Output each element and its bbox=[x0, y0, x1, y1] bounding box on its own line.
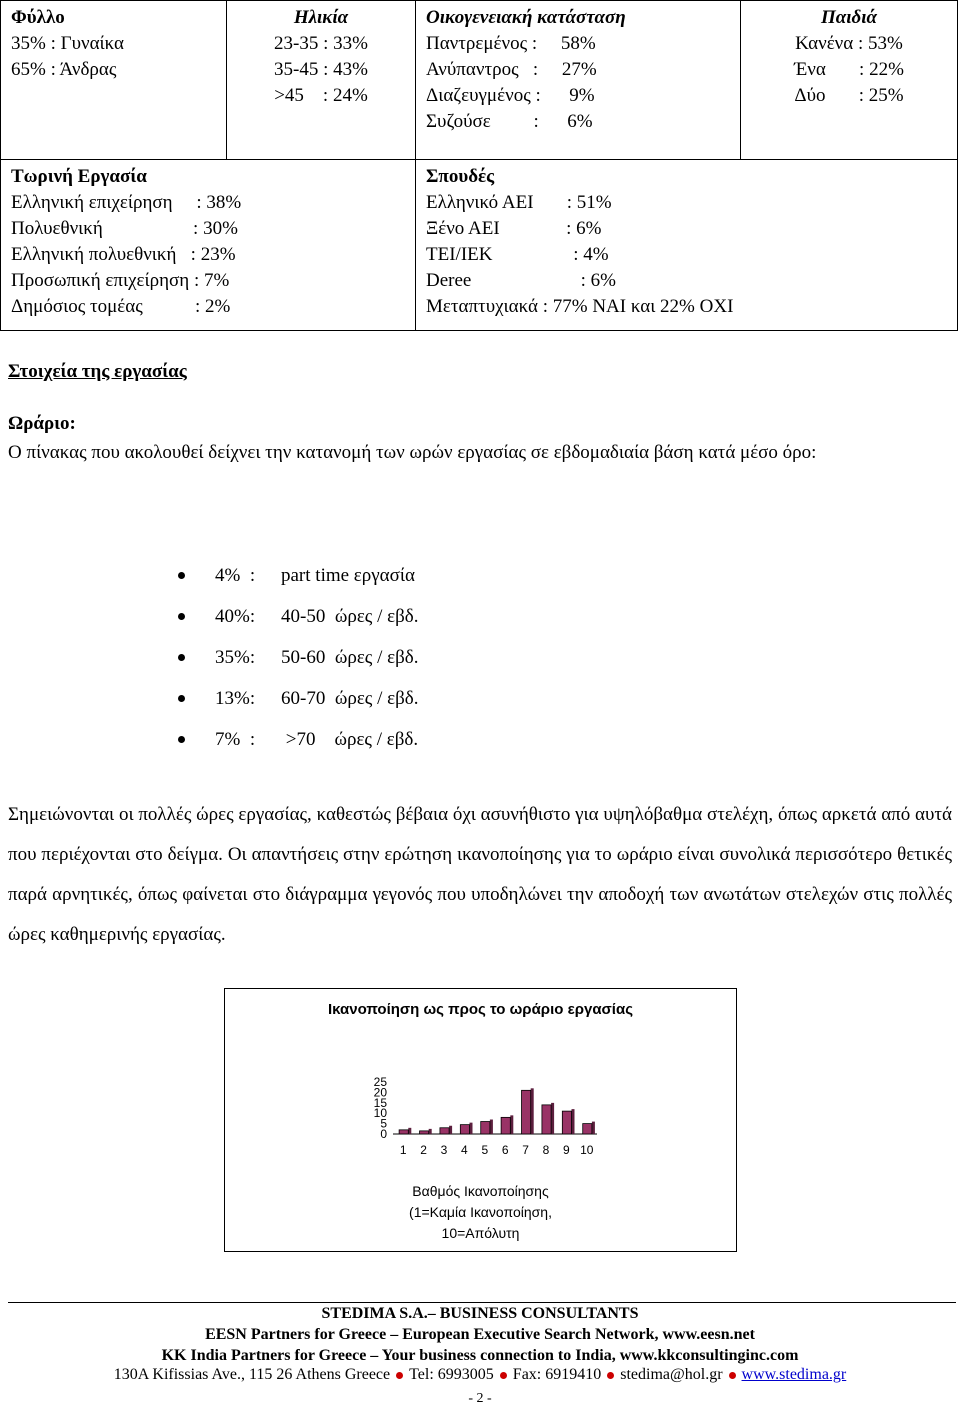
list-item bbox=[178, 719, 418, 760]
footer-eesn: EESN Partners for Greece – European Executive Search Network, www.eesn.net bbox=[205, 1326, 755, 1343]
chart-bar bbox=[583, 1124, 592, 1134]
hours-list bbox=[178, 555, 418, 760]
age-line: 35-45 : 43% bbox=[274, 59, 368, 80]
chart-bar bbox=[562, 1111, 571, 1134]
gender-cell bbox=[1, 1, 227, 160]
age-title: Ηλικία bbox=[293, 7, 349, 28]
bullet-percent: 40%: bbox=[215, 606, 256, 627]
list-item bbox=[178, 678, 418, 719]
x-tick-label: 9 bbox=[563, 1143, 570, 1157]
y-tick-label: 15 bbox=[373, 1095, 387, 1110]
gender-line: 65% : Άνδρας bbox=[11, 59, 117, 80]
chart-bar bbox=[522, 1090, 531, 1134]
children-cell bbox=[741, 1, 958, 160]
chart-bar bbox=[460, 1125, 469, 1134]
marital-line: Συζούσε : 6% bbox=[426, 111, 593, 132]
marital-cell bbox=[416, 1, 741, 160]
x-tick-label: 6 bbox=[501, 1143, 509, 1157]
demographics-table bbox=[0, 0, 958, 331]
current-job-line: Δημόσιος τομέας : 2% bbox=[11, 296, 231, 317]
studies-line: Μεταπτυχιακά : 77% ΝΑΙ και 22% ΟΧΙ bbox=[426, 296, 734, 317]
bullet-icon bbox=[178, 572, 185, 579]
bar-side bbox=[408, 1128, 411, 1134]
marital-line: Παντρεμένος : 58% bbox=[426, 33, 596, 54]
footer-fax: Fax: 6919410 bbox=[512, 1366, 602, 1383]
current-job-line: Ελληνική επιχείρηση : 38% bbox=[11, 192, 242, 213]
x-tick-label: 4 bbox=[461, 1143, 468, 1157]
x-tick-label: 8 bbox=[542, 1143, 550, 1157]
studies-line: Deree : 6% bbox=[426, 270, 616, 291]
hours-label: Ωράριο: bbox=[8, 413, 76, 434]
studies-title: Σπουδές bbox=[426, 166, 495, 187]
gender-line: 35% : Γυναίκα bbox=[11, 33, 125, 54]
x-tick-label: 3 bbox=[440, 1143, 448, 1157]
children-line: Ένα : 22% bbox=[794, 59, 904, 80]
x-axis-label: Βαθμός Ικανοποίησης bbox=[412, 1183, 549, 1199]
bullet-icon bbox=[178, 736, 185, 743]
bar-side bbox=[531, 1088, 534, 1134]
age-line: 23-35 : 33% bbox=[274, 33, 368, 54]
footer-address bbox=[0, 1366, 960, 1384]
bullet-icon bbox=[178, 695, 185, 702]
chart-bar bbox=[481, 1122, 490, 1134]
bullet-icon bbox=[500, 1372, 507, 1379]
current-job-line: Ελληνική πολυεθνική : 23% bbox=[11, 244, 236, 265]
chart-bar bbox=[399, 1130, 408, 1134]
marital-line: Διαζευγμένος : 9% bbox=[426, 85, 595, 106]
list-item bbox=[178, 637, 418, 678]
list-item bbox=[178, 555, 418, 596]
page-number: - 2 - bbox=[468, 1391, 492, 1406]
footer-email: stedima@hol.gr bbox=[620, 1366, 723, 1383]
x-axis-label: 10=Απόλυτη bbox=[441, 1225, 520, 1241]
marital-title: Οικογενειακή κατάσταση bbox=[426, 7, 626, 28]
bullet-percent: 35%: bbox=[215, 647, 256, 668]
y-tick-label: 5 bbox=[380, 1116, 387, 1131]
gender-title: Φύλλο bbox=[11, 7, 65, 28]
y-tick-label: 0 bbox=[380, 1127, 387, 1141]
x-tick-label: 5 bbox=[481, 1143, 489, 1157]
bar-side bbox=[490, 1120, 493, 1134]
section-title: Στοιχεία της εργασίας bbox=[8, 361, 187, 382]
bar-side bbox=[429, 1129, 432, 1134]
bullet-percent: 7% : bbox=[215, 729, 256, 750]
list-item bbox=[178, 596, 418, 637]
bar-side bbox=[449, 1126, 452, 1134]
bullet-text: 50-60 ώρες / εβδ. bbox=[281, 647, 419, 668]
studies-line: Ελληνικό ΑΕΙ : 51% bbox=[426, 192, 612, 213]
footer-website-link[interactable]: www.stedima.gr bbox=[741, 1366, 847, 1383]
current-job-line: Πολυεθνική : 30% bbox=[11, 218, 238, 239]
satisfaction-chart bbox=[224, 988, 737, 1252]
chart-bar bbox=[440, 1128, 449, 1134]
bullet-percent: 4% : bbox=[215, 565, 256, 586]
x-tick-label: 1 bbox=[399, 1143, 407, 1157]
x-tick-label: 7 bbox=[522, 1143, 529, 1157]
chart-bar bbox=[420, 1131, 429, 1134]
current-job-line: Προσωπική επιχείρηση : 7% bbox=[11, 270, 230, 291]
studies-line: Ξένο ΑΕΙ : 6% bbox=[426, 218, 602, 239]
bullet-icon bbox=[607, 1372, 614, 1379]
age-cell bbox=[227, 1, 416, 160]
current-job-title: Τωρινή Εργασία bbox=[11, 166, 147, 187]
bar-side bbox=[551, 1103, 554, 1134]
chart-bar bbox=[501, 1117, 510, 1134]
current-job-cell bbox=[1, 160, 416, 331]
y-tick-label: 10 bbox=[373, 1106, 387, 1121]
footer-tel: Tel: 6993005 bbox=[409, 1366, 494, 1383]
chart-plot bbox=[225, 989, 736, 1179]
bullet-text: 60-70 ώρες / εβδ. bbox=[281, 688, 419, 709]
bullet-icon bbox=[729, 1372, 736, 1379]
children-line: Κανένα : 53% bbox=[795, 33, 903, 54]
body-paragraph: Σημειώνονται οι πολλές ώρες εργασίας, καθεστώς βέβαια όχι ασυνήθιστο για υψηλόβαθμα στελέχη, όπως αρκετά από αυτά που περιέχονται στο δείγμα. Οι απαντήσεις στην ερώτηση ικανοποίησης για το ωράριο είναι συνολικά περισσότερο θετικές παρά αρνητικές, όπως φαίνεται στο διάγραμμα γεγονός που υποδηλώνει την αποδοχή των ανωτάτων στελεχών στις πολλές ώρες καθημερινής εργασίας. bbox=[8, 804, 952, 945]
y-tick-label: 25 bbox=[373, 1075, 387, 1089]
bar-side bbox=[592, 1122, 595, 1134]
bar-side bbox=[470, 1123, 473, 1134]
bullet-icon bbox=[396, 1372, 403, 1379]
children-line: Δύο : 25% bbox=[794, 85, 904, 106]
studies-cell bbox=[416, 160, 958, 331]
bullet-icon bbox=[178, 613, 185, 620]
bar-side bbox=[572, 1109, 575, 1134]
studies-line: ΤΕΙ/ΙΕΚ : 4% bbox=[426, 244, 609, 265]
bullet-text: 40-50 ώρες / εβδ. bbox=[281, 606, 419, 627]
chart-title: Ικανοποίηση ως προς το ωράριο εργασίας bbox=[328, 1001, 633, 1018]
x-tick-label: 10 bbox=[580, 1143, 594, 1157]
bullet-icon bbox=[178, 654, 185, 661]
age-line: >45 : 24% bbox=[274, 85, 368, 106]
footer-kk: KK India Partners for Greece – Your business connection to India, www.kkconsultinginc.com bbox=[161, 1347, 799, 1364]
y-tick-label: 20 bbox=[373, 1085, 387, 1100]
marital-line: Ανύπαντρος : 27% bbox=[426, 59, 597, 80]
bar-side bbox=[510, 1115, 513, 1134]
bullet-text: >70 ώρες / εβδ. bbox=[281, 729, 419, 750]
bullet-text: part time εργασία bbox=[281, 565, 415, 586]
children-title: Παιδιά bbox=[820, 7, 878, 28]
bullet-percent: 13%: bbox=[215, 688, 256, 709]
intro-paragraph: Ο πίνακας που ακολουθεί δείχνει την κατανομή των ωρών εργασίας σε εβδομαδιαία βάση κατά μέσο όρο: bbox=[8, 442, 817, 463]
chart-bar bbox=[542, 1105, 551, 1134]
x-tick-label: 2 bbox=[420, 1143, 427, 1157]
x-axis-label: (1=Καμία Ικανοποίηση, bbox=[409, 1204, 552, 1220]
footer-street: 130A Kifissias Ave., 115 26 Athens Greece bbox=[113, 1366, 391, 1383]
footer-company: STEDIMA S.A.– BUSINESS CONSULTANTS bbox=[321, 1305, 639, 1322]
